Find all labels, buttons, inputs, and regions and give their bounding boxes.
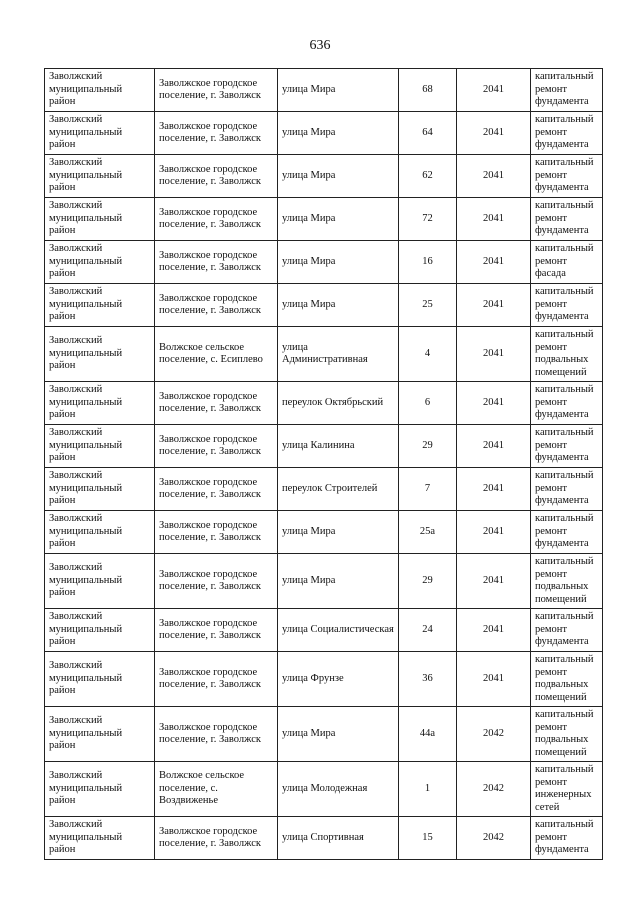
- house-number-cell: 25: [399, 284, 457, 327]
- street-cell: улица Фрунзе: [278, 652, 399, 707]
- district-cell: Заволжский муниципальный район: [45, 511, 155, 554]
- page-number: 636: [309, 38, 331, 53]
- work-type-cell: капитальный ремонт фундамента: [531, 112, 603, 155]
- district-cell: Заволжский муниципальный район: [45, 69, 155, 112]
- district-cell: Заволжский муниципальный район: [45, 554, 155, 609]
- table-row: [45, 707, 603, 762]
- district-cell: Заволжский муниципальный район: [45, 817, 155, 860]
- table-row: [45, 241, 603, 284]
- house-number-cell: 4: [399, 327, 457, 382]
- table-row: [45, 468, 603, 511]
- district-cell: Заволжский муниципальный район: [45, 284, 155, 327]
- repair-schedule-table: [44, 68, 603, 860]
- settlement-cell: Заволжское городское поселение, г. Заволжск: [155, 382, 278, 425]
- district-cell: Заволжский муниципальный район: [45, 241, 155, 284]
- settlement-cell: Волжское сельское поселение, с. Есиплево: [155, 327, 278, 382]
- table-row: [45, 652, 603, 707]
- work-type-cell: капитальный ремонт фундамента: [531, 198, 603, 241]
- street-cell: улица Мира: [278, 511, 399, 554]
- house-number-cell: 7: [399, 468, 457, 511]
- house-number-cell: 25а: [399, 511, 457, 554]
- street-cell: улица Мира: [278, 707, 399, 762]
- work-type-cell: капитальный ремонт инженерных сетей: [531, 762, 603, 817]
- table-row: [45, 155, 603, 198]
- settlement-cell: Заволжское городское поселение, г. Заволжск: [155, 817, 278, 860]
- work-type-cell: капитальный ремонт фундамента: [531, 817, 603, 860]
- work-type-cell: капитальный ремонт фасада: [531, 241, 603, 284]
- settlement-cell: Заволжское городское поселение, г. Заволжск: [155, 554, 278, 609]
- street-cell: улица Социалистическая: [278, 609, 399, 652]
- table-row: [45, 112, 603, 155]
- settlement-cell: Заволжское городское поселение, г. Заволжск: [155, 284, 278, 327]
- work-type-cell: капитальный ремонт подвальных помещений: [531, 707, 603, 762]
- table-body: [45, 69, 603, 860]
- house-number-cell: 44а: [399, 707, 457, 762]
- house-number-cell: 15: [399, 817, 457, 860]
- house-number-cell: 68: [399, 69, 457, 112]
- table-row: [45, 762, 603, 817]
- year-cell: 2041: [457, 198, 531, 241]
- year-cell: 2041: [457, 241, 531, 284]
- district-cell: Заволжский муниципальный район: [45, 707, 155, 762]
- street-cell: улица Калинина: [278, 425, 399, 468]
- year-cell: 2041: [457, 284, 531, 327]
- year-cell: 2041: [457, 652, 531, 707]
- house-number-cell: 36: [399, 652, 457, 707]
- house-number-cell: 29: [399, 554, 457, 609]
- house-number-cell: 16: [399, 241, 457, 284]
- house-number-cell: 29: [399, 425, 457, 468]
- street-cell: улица Мира: [278, 554, 399, 609]
- district-cell: Заволжский муниципальный район: [45, 198, 155, 241]
- year-cell: 2042: [457, 707, 531, 762]
- year-cell: 2041: [457, 425, 531, 468]
- house-number-cell: 64: [399, 112, 457, 155]
- street-cell: улица Спортивная: [278, 817, 399, 860]
- settlement-cell: Волжское сельское поселение, с. Воздвиженье: [155, 762, 278, 817]
- table-row: [45, 327, 603, 382]
- work-type-cell: капитальный ремонт фундамента: [531, 284, 603, 327]
- district-cell: Заволжский муниципальный район: [45, 112, 155, 155]
- work-type-cell: капитальный ремонт подвальных помещений: [531, 652, 603, 707]
- house-number-cell: 62: [399, 155, 457, 198]
- settlement-cell: Заволжское городское поселение, г. Заволжск: [155, 112, 278, 155]
- district-cell: Заволжский муниципальный район: [45, 382, 155, 425]
- house-number-cell: 1: [399, 762, 457, 817]
- settlement-cell: Заволжское городское поселение, г. Заволжск: [155, 241, 278, 284]
- year-cell: 2042: [457, 817, 531, 860]
- district-cell: Заволжский муниципальный район: [45, 652, 155, 707]
- work-type-cell: капитальный ремонт подвальных помещений: [531, 554, 603, 609]
- settlement-cell: Заволжское городское поселение, г. Заволжск: [155, 652, 278, 707]
- year-cell: 2041: [457, 468, 531, 511]
- year-cell: 2041: [457, 69, 531, 112]
- year-cell: 2041: [457, 511, 531, 554]
- settlement-cell: Заволжское городское поселение, г. Заволжск: [155, 511, 278, 554]
- district-cell: Заволжский муниципальный район: [45, 609, 155, 652]
- street-cell: переулок Октябрьский: [278, 382, 399, 425]
- settlement-cell: Заволжское городское поселение, г. Заволжск: [155, 609, 278, 652]
- work-type-cell: капитальный ремонт фундамента: [531, 468, 603, 511]
- street-cell: улица Мира: [278, 112, 399, 155]
- house-number-cell: 72: [399, 198, 457, 241]
- district-cell: Заволжский муниципальный район: [45, 327, 155, 382]
- street-cell: улица Мира: [278, 198, 399, 241]
- table-row: [45, 511, 603, 554]
- street-cell: улица Мира: [278, 241, 399, 284]
- table-row: [45, 554, 603, 609]
- district-cell: Заволжский муниципальный район: [45, 468, 155, 511]
- year-cell: 2041: [457, 112, 531, 155]
- settlement-cell: Заволжское городское поселение, г. Заволжск: [155, 468, 278, 511]
- table-row: [45, 817, 603, 860]
- table-row: [45, 609, 603, 652]
- district-cell: Заволжский муниципальный район: [45, 762, 155, 817]
- street-cell: улица Мира: [278, 284, 399, 327]
- table-row: [45, 382, 603, 425]
- work-type-cell: капитальный ремонт фундамента: [531, 609, 603, 652]
- street-cell: улица Молодежная: [278, 762, 399, 817]
- settlement-cell: Заволжское городское поселение, г. Заволжск: [155, 425, 278, 468]
- year-cell: 2041: [457, 609, 531, 652]
- table-row: [45, 284, 603, 327]
- house-number-cell: 24: [399, 609, 457, 652]
- work-type-cell: капитальный ремонт фундамента: [531, 511, 603, 554]
- house-number-cell: 6: [399, 382, 457, 425]
- year-cell: 2041: [457, 554, 531, 609]
- year-cell: 2041: [457, 382, 531, 425]
- street-cell: улица Административная: [278, 327, 399, 382]
- street-cell: переулок Строителей: [278, 468, 399, 511]
- work-type-cell: капитальный ремонт фундамента: [531, 155, 603, 198]
- settlement-cell: Заволжское городское поселение, г. Заволжск: [155, 707, 278, 762]
- table-row: [45, 69, 603, 112]
- year-cell: 2041: [457, 155, 531, 198]
- settlement-cell: Заволжское городское поселение, г. Заволжск: [155, 155, 278, 198]
- settlement-cell: Заволжское городское поселение, г. Заволжск: [155, 198, 278, 241]
- work-type-cell: капитальный ремонт фундамента: [531, 69, 603, 112]
- work-type-cell: капитальный ремонт фундамента: [531, 425, 603, 468]
- table-row: [45, 425, 603, 468]
- year-cell: 2042: [457, 762, 531, 817]
- street-cell: улица Мира: [278, 155, 399, 198]
- work-type-cell: капитальный ремонт подвальных помещений: [531, 327, 603, 382]
- district-cell: Заволжский муниципальный район: [45, 155, 155, 198]
- year-cell: 2041: [457, 327, 531, 382]
- table-row: [45, 198, 603, 241]
- settlement-cell: Заволжское городское поселение, г. Заволжск: [155, 69, 278, 112]
- street-cell: улица Мира: [278, 69, 399, 112]
- work-type-cell: капитальный ремонт фундамента: [531, 382, 603, 425]
- district-cell: Заволжский муниципальный район: [45, 425, 155, 468]
